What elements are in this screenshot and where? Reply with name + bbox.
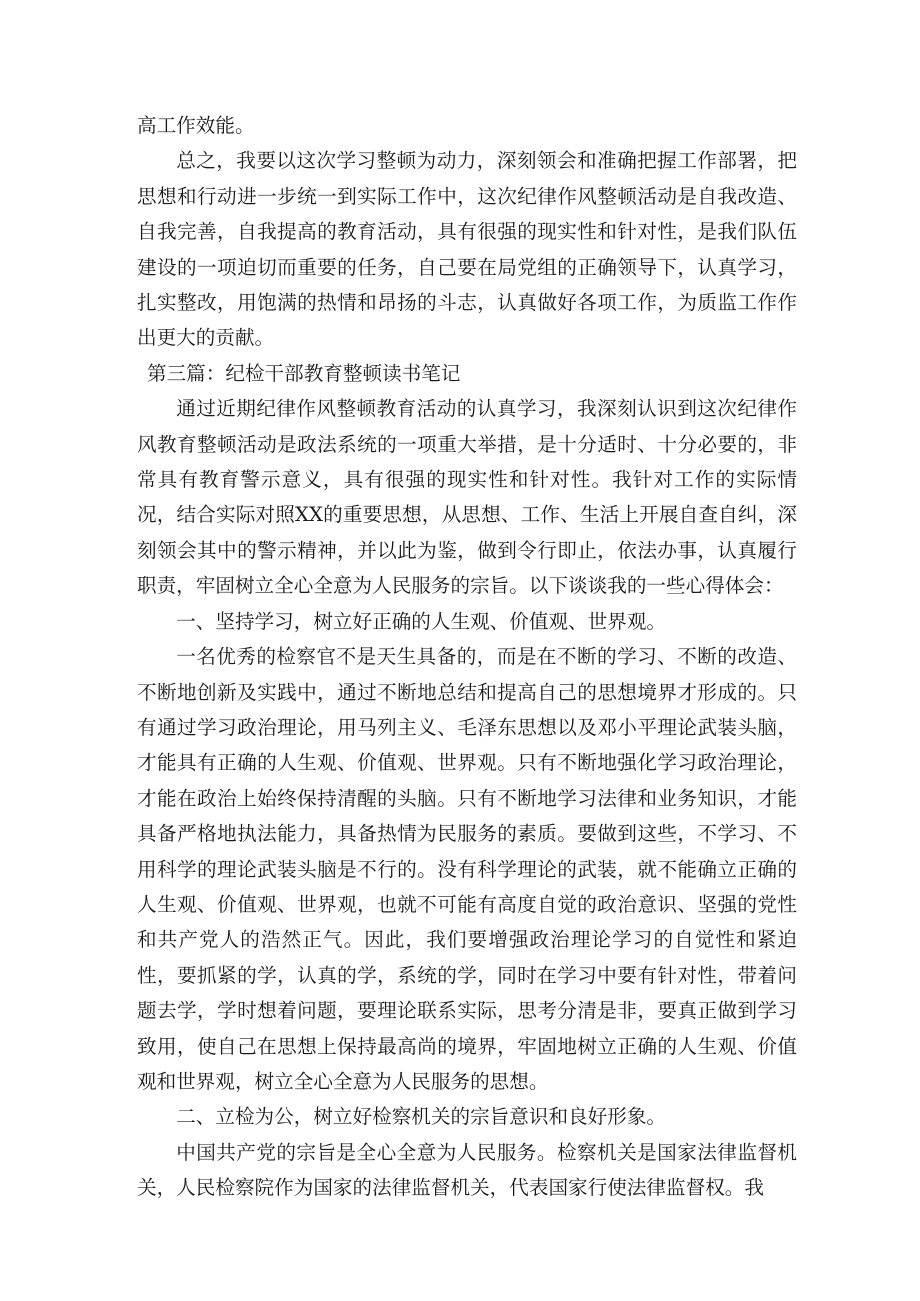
subheading-point-two: 二、立检为公，树立好检察机关的宗旨意识和良好形象。	[176, 1105, 667, 1129]
paragraph-point-one: 一名优秀的检察官不是天生具备的，而是在不断的学习、不断的改造、不断地创新及实践中，通过不断地总结和提高自己的思想境界才形成的。只有通过学习政治理论，用马列主义、毛泽东思想以及邓小平理论武装头脑，才能具有正确的人生观、价值观、世界观。只有不断地强化学习政治理论，才能在政治上始终保持清醒的头脑。只有不断地学习法律和业务知识，才能具备严格地执法能力，具备热情为民服务的素质。要做到这些，不学习、不用科学的理论武装头脑是不行的。没有科学理论的武装，就不能确立正确的人生观、价值观、世界观，也就不可能有高度自觉的政治意识、坚强的党性和共产党人的浩然正气。因此，我们要增强政治理论学习的自觉性和紧迫性，要抓紧的学，认真的学，系统的学，同时在学习中要有针对性，带着问题去学，学时想着问题，要理论联系实际，思考分清是非，要真正做到学习致用，使自己在思想上保持最高尚的境界，牢固地树立正确的人生观、价值观和世界观，树立全心全意为人民服务的思想。	[137, 645, 797, 1093]
document-body	[137, 108, 797, 1206]
paragraph-continuation: 高工作效能。	[137, 114, 255, 137]
subheading-point-one: 一、坚持学习，树立好正确的人生观、价值观、世界观。	[176, 609, 667, 633]
paragraph-intro: 通过近期纪律作风整顿教育活动的认真学习，我深刻认识到这次纪律作风教育整顿活动是政法系统的一项重大举措，是十分适时、十分必要的，非常具有教育警示意义，具有很强的现实性和针对性。我针对工作的实际情况，结合实际对照XX的重要思想，从思想、工作、生活上开展自查自纠，深刻领会其中的警示精神，并以此为鉴，做到令行即止，依法办事，认真履行职责，牢固树立全心全意为人民服务的宗旨。以下谈谈我的一些心得体会：	[137, 397, 797, 598]
paragraph-summary: 总之，我要以这次学习整顿为动力，深刻领会和准确把握工作部署，把思想和行动进一步统一到实际工作中，这次纪律作风整顿活动是自我改造、自我完善，自我提高的教育活动，具有很强的现实性和针对性，是我们队伍建设的一项迫切而重要的任务，自己要在局党组的正确领导下，认真学习，扎实整改，用饱满的热情和昂扬的斗志，认真做好各项工作，为质监工作作出更大的贡献。	[137, 149, 797, 350]
paragraph-point-two: 中国共产党的宗旨是全心全意为人民服务。检察机关是国家法律监督机关，人民检察院作为国家的法律监督机关，代表国家行使法律监督权。我	[137, 1140, 797, 1200]
section-heading: 第三篇：纪检干部教育整顿读书笔记	[147, 361, 461, 385]
